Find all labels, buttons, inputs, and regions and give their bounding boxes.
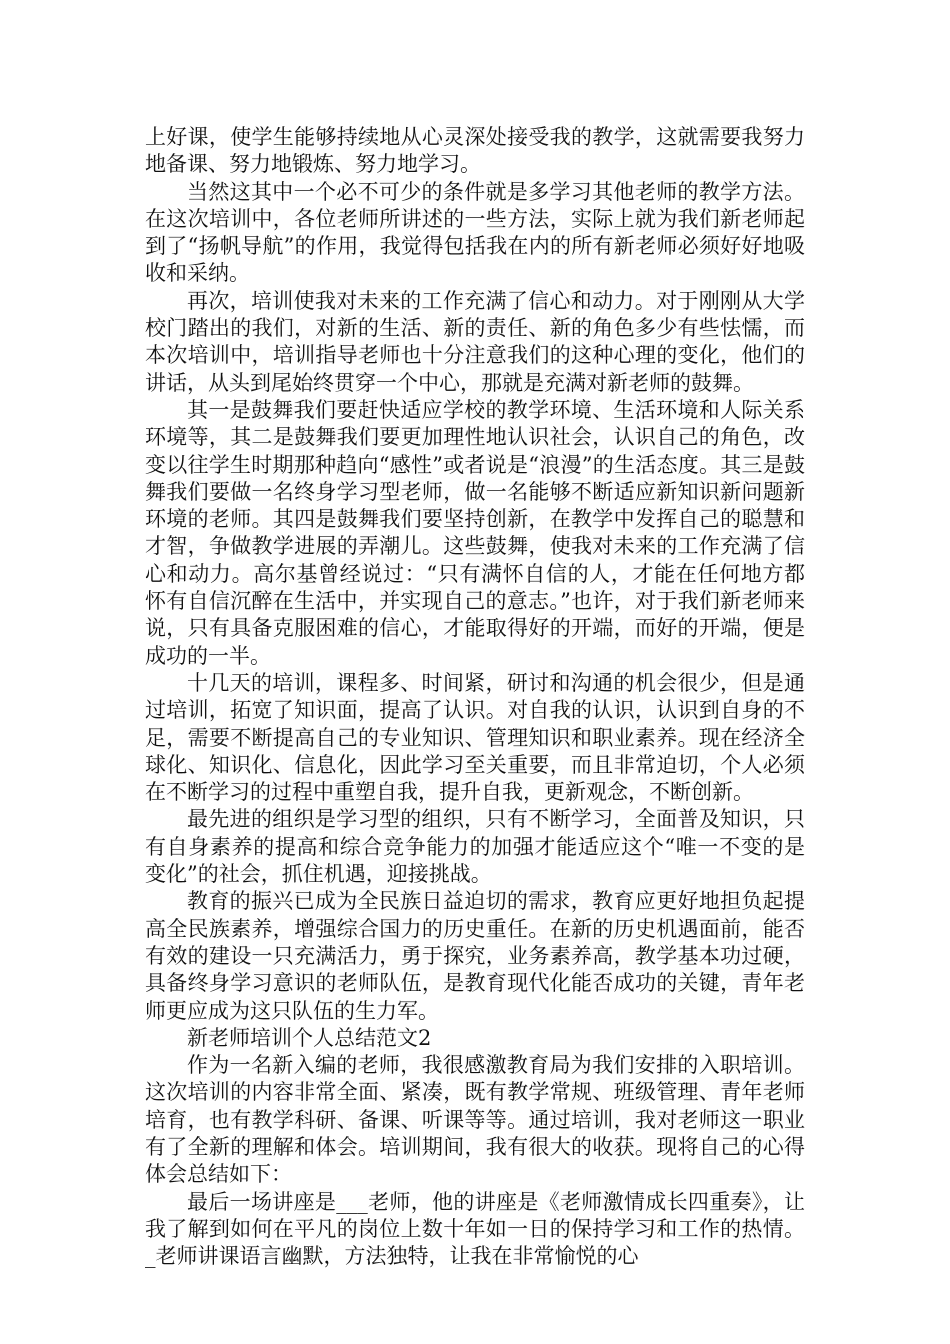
section-heading: 新老师培训个人总结范文2 — [187, 1025, 432, 1050]
paragraph-confidence: 再次，培训使我对未来的工作充满了信心和动力。对于刚刚从大学校门踏出的我们，对新的生活、新的责任、新的角色多少有些怯懦，而本次培训中，培训指导老师也十分注意我们的这种心理的变化，他们的讲话，从头到尾始终贯穿一个中心，那就是充满对新老师的鼓舞。 — [145, 288, 805, 395]
paragraph-education-revival: 教育的振兴已成为全民族日益迫切的需求，教育应更好地担负起提高全民族素养，增强综合国力的历史重任。在新的历史机遇面前，能否有效的建设一只充满活力，勇于探究，业务素养高，教学基本功过硬，具备终身学习意识的老师队伍，是教育现代化能否成功的关键，青年老师更应成为这只队伍的生力军。 — [145, 889, 805, 1023]
paragraph-last-lecture: 最后一场讲座是___老师，他的讲座是《老师激情成长四重奏》，让我了解到如何在平凡的岗位上数十年如一日的保持学习和工作的热情。_老师讲课语言幽默，方法独特，让我在非常愉悦的心 — [145, 1189, 805, 1269]
paragraph-encouragements: 其一是鼓舞我们要赶快适应学校的教学环境、生活环境和人际关系环境等，其二是鼓舞我们要更加理性地认识社会，认识自己的角色，改变以往学生时期那种趋向“感性”或者说是“浪漫”的生活态度。其三是鼓舞我们要做一名终身学习型老师，做一名能够不断适应新知识新问题新环境的老师。其四是鼓舞我们要坚持创新，在教学中发挥自己的聪慧和才智，争做教学进展的弄潮儿。这些鼓舞，使我对未来的工作充满了信心和动力。高尔基曾经说过：“只有满怀自信的人，才能在任何地方都怀有自信沉醉在生活中，并实现自己的意志。”也许，对于我们新老师来说，只有具备克服困难的信心，才能取得好的开端，而好的开端，便是成功的一半。 — [145, 397, 805, 668]
document-page — [145, 124, 805, 1270]
paragraph-learning-organization: 最先进的组织是学习型的组织，只有不断学习，全面普及知识，只有自身素养的提高和综合竞争能力的加强才能适应这个“唯一不变的是变化”的社会，抓住机遇，迎接挑战。 — [145, 807, 805, 887]
paragraph-new-teacher-intro: 作为一名新入编的老师，我很感激教育局为我们安排的入职培训。这次培训的内容非常全面、紧凑，既有教学常规、班级管理、青年老师培育，也有教学科研、备课、听课等等。通过培训，我对老师这一职业有了全新的理解和体会。培训期间，我有很大的收获。现将自己的心得体会总结如下： — [145, 1053, 805, 1187]
paragraph-learning-methods: 当然这其中一个必不可少的条件就是多学习其他老师的教学方法。在这次培训中，各位老师所讲述的一些方法，实际上就为我们新老师起到了“扬帆导航”的作用，我觉得包括我在内的所有新老师必须好好地吸收和采纳。 — [145, 179, 805, 286]
paragraph-training-days: 十几天的培训，课程多、时间紧，研讨和沟通的机会很少，但是通过培训，拓宽了知识面，提高了认识。对自我的认识，认识到自身的不足，需要不断提高自己的专业知识、管理知识和职业素养。现在经济全球化、知识化、信息化，因此学习至关重要，而且非常迫切，个人必须在不断学习的过程中重塑自我，提升自我，更新观念，不断创新。 — [145, 670, 805, 805]
paragraph-continuation: 上好课，使学生能够持续地从心灵深处接受我的教学，这就需要我努力地备课、努力地锻炼、努力地学习。 — [145, 125, 805, 177]
